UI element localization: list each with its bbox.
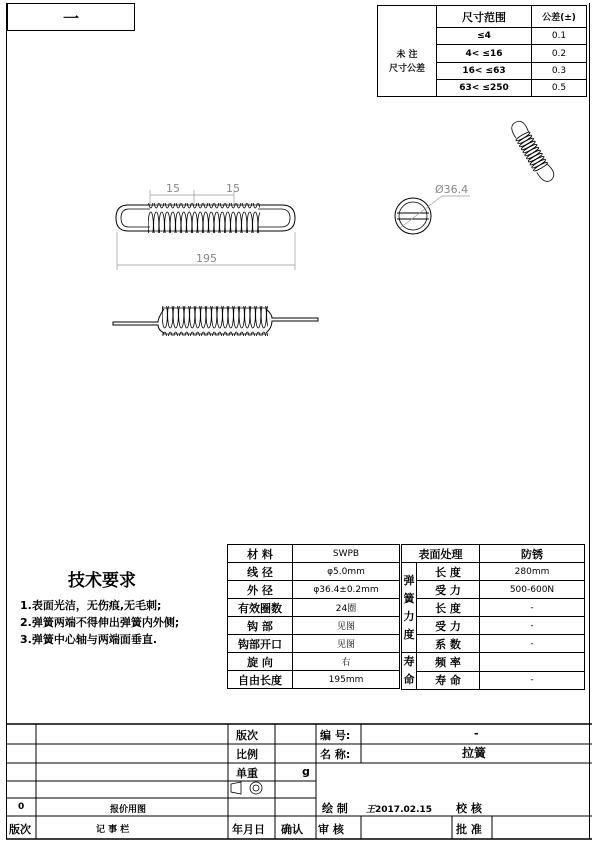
tech-requirement-item: 1.表面光洁，无伤痕,无毛刺; (20, 599, 162, 612)
spec-value: 见图 (293, 617, 400, 635)
scale-label: 比例 (236, 748, 258, 761)
spec-table-right (401, 544, 585, 690)
spec-value: 195mm (293, 671, 400, 689)
spec-label: 长 度 (417, 599, 480, 617)
tolerance-value: 0.2 (532, 45, 587, 62)
spec-value: 见图 (293, 635, 400, 653)
date-label: 年月日 (232, 823, 265, 836)
review-label: 审 核 (318, 823, 344, 836)
spec-label: 钩 部 (228, 617, 293, 635)
spec-table-left (227, 544, 400, 689)
tolerance-side-label: 未 注 尺寸公差 (378, 28, 437, 97)
number-value: - (474, 727, 479, 740)
check-label: 校 核 (456, 802, 482, 815)
spec-label: 外 径 (228, 581, 293, 599)
confirm-label: 确认 (281, 823, 303, 836)
spec-value: - (480, 617, 585, 635)
tolerance-header-range: 尺寸范围 (437, 6, 532, 28)
spec-label: 自由长度 (228, 671, 293, 689)
spec-value: 24圈 (293, 599, 400, 617)
spec-label: 受 力 (417, 617, 480, 635)
tolerance-range: 63< ≤250 (437, 79, 532, 96)
tech-requirement-item: 3.弹簧中心轴与两端面垂直. (20, 633, 158, 646)
spring-isometric (440, 2, 557, 186)
spring-end-view (395, 196, 470, 234)
spring-force-group: 弹簧力度 (402, 563, 417, 653)
version-box: 一 (7, 3, 135, 31)
version-label: 版次 (236, 729, 258, 742)
projection-symbol (229, 780, 271, 794)
spec-value: φ5.0mm (293, 563, 400, 581)
spec-label: 受 力 (417, 581, 480, 599)
revision-no: 0 (18, 802, 25, 812)
tolerance-range: ≤4 (437, 28, 532, 45)
tolerance-value: 0.1 (532, 28, 587, 45)
weight-unit: g (302, 765, 310, 778)
spec-value: φ36.4±0.2mm (293, 581, 400, 599)
number-label: 编 号: (320, 729, 351, 742)
surface-value: 防锈 (480, 545, 585, 563)
dim-hook-right: 15 (226, 182, 240, 195)
surface-label: 表面处理 (402, 545, 480, 563)
spec-label: 寿 命 (417, 671, 480, 690)
hook-dimension (150, 190, 234, 204)
revision-note: 报价用图 (110, 805, 147, 815)
weight-label: 单重 (236, 767, 258, 780)
spec-value: 500-600N (480, 581, 585, 599)
tech-requirement-item: 2.弹簧两端不得伸出弹簧内外侧; (20, 616, 180, 629)
approve-label: 批 准 (456, 823, 482, 836)
spec-value (480, 653, 585, 672)
tech-requirements-title: 技术要求 (68, 571, 136, 591)
name-label: 名 称: (320, 748, 351, 761)
spec-value: - (480, 635, 585, 653)
spring-side-view (113, 306, 318, 336)
tolerance-header-tol: 公差(±) (532, 6, 587, 28)
spec-label: 系 数 (417, 635, 480, 653)
spec-value: 280mm (480, 563, 585, 581)
draw-date: 2017.02.15 (375, 805, 432, 815)
footer-record: 记 事 栏 (96, 825, 130, 835)
life-group: 寿命 (402, 653, 417, 690)
draw-label: 绘 制 (322, 802, 348, 815)
spec-value: SWPB (293, 545, 400, 563)
signature: 王2017.02.15 (366, 805, 432, 815)
tolerance-value: 0.3 (532, 62, 587, 79)
spring-front-view (116, 203, 295, 233)
spec-label: 旋 向 (228, 653, 293, 671)
spec-value: 右 (293, 653, 400, 671)
dim-length: 195 (196, 252, 217, 265)
footer-version: 版次 (9, 823, 31, 836)
tolerance-value: 0.5 (532, 79, 587, 96)
spec-label: 频 率 (417, 653, 480, 672)
spec-value: - (480, 599, 585, 617)
spec-label: 线 径 (228, 563, 293, 581)
spec-label: 长 度 (417, 563, 480, 581)
tolerance-range: 4< ≤16 (437, 45, 532, 62)
tolerance-range: 16< ≤63 (437, 62, 532, 79)
dim-hook-left: 15 (166, 182, 180, 195)
spec-label: 钩部开口 (228, 635, 293, 653)
spec-value: - (480, 671, 585, 690)
spec-label: 有效圈数 (228, 599, 293, 617)
part-name: 拉簧 (462, 746, 487, 760)
dim-diameter: Ø36.4 (435, 183, 469, 196)
spec-label: 材 料 (228, 545, 293, 563)
